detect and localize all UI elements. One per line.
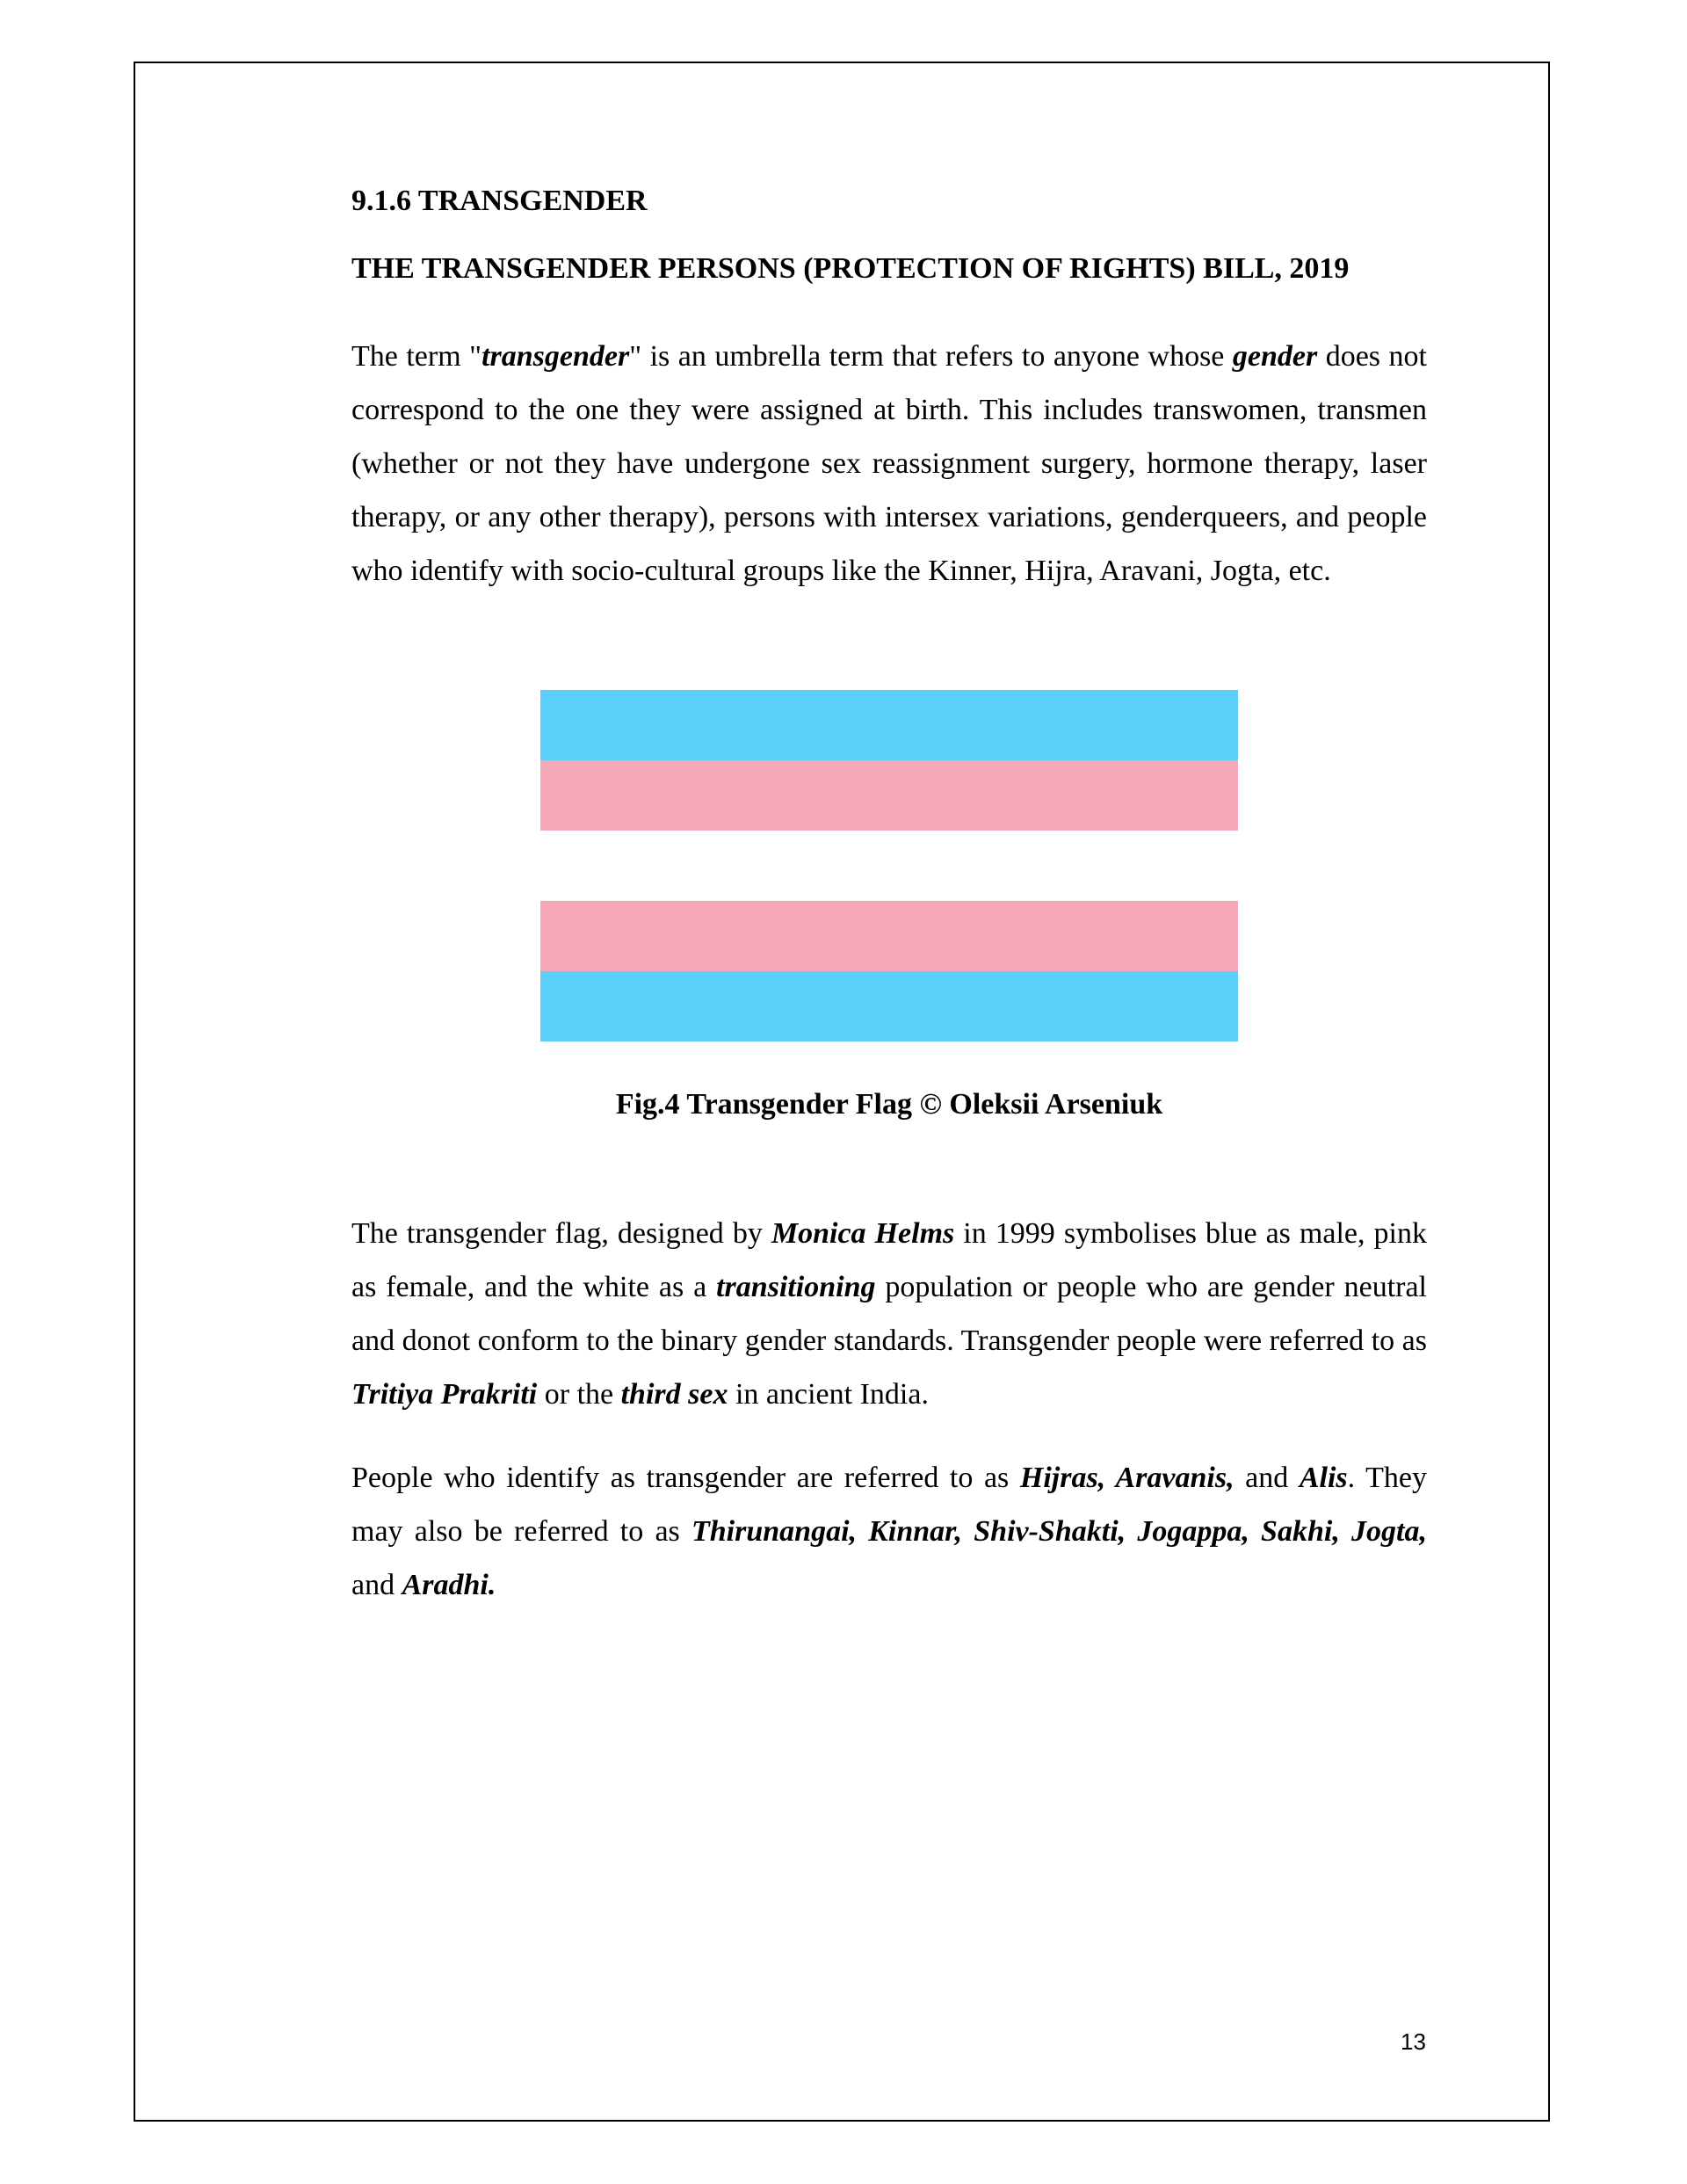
bill-title: THE TRANSGENDER PERSONS (PROTECTION OF RIGHTS) BILL, 2019 [351, 252, 1350, 285]
emphasis-term: Hijras, Aravanis, [1019, 1462, 1234, 1494]
emphasis-term: Monica Helms [771, 1217, 955, 1250]
emphasis-term: Thirunangai, Kinnar, Shiv-Shakti, Jogappa, Sakhi, Jogta, [691, 1515, 1427, 1548]
emphasis-term: gender [1232, 340, 1318, 373]
flag-stripe-blue [540, 971, 1238, 1041]
flag-stripe-blue [540, 690, 1238, 760]
flag-stripe-pink [540, 901, 1238, 971]
names-paragraph: People who identify as transgender are referred to as Hijras, Aravanis, and Alis. They may also be referred to as Thirunangai, Kinnar, Shiv-Shakti, Jogappa, Sakhi, Jogta, and Aradhi. [351, 1462, 1428, 1601]
emphasis-term: transitioning [716, 1271, 876, 1303]
emphasis-term: third sex [620, 1378, 728, 1411]
flag-description-paragraph: The transgender flag, designed by Monica Helms in 1999 symbolises blue as male, pink as female, and the white as a transitioning population or people who are gender neutral and donot conform to the binary gender standards. Transgender people were referred to as Tritiya Prakriti or the third sex in ancient India. [351, 1217, 1427, 1411]
emphasis-term: Alis [1299, 1462, 1348, 1494]
definition-paragraph: The term "transgender" is an umbrella term that refers to anyone whose gender does not correspond to the one they were assigned at birth. This includes transwomen, transmen (whether or not they have undergone sex reassignment surgery, hormone therapy, laser therapy, or any other therapy), persons with intersex variations, genderqueers, and people who identify with socio-cultural groups like the Kinner, Hijra, Aravani, Jogta, etc. [351, 340, 1427, 587]
flag-stripe-pink [540, 760, 1238, 831]
flag-stripe-white [540, 831, 1238, 901]
figure-caption: Fig.4 Transgender Flag © Oleksii Arseniuk [615, 1088, 1163, 1121]
emphasis-term: Aradhi. [402, 1569, 496, 1601]
emphasis-term: Tritiya Prakriti [351, 1378, 538, 1411]
transgender-flag-image [540, 690, 1238, 1041]
section-heading: 9.1.6 TRANSGENDER [351, 185, 648, 217]
page-number: 13 [1401, 2028, 1426, 2055]
emphasis-term: transgender [481, 340, 630, 373]
